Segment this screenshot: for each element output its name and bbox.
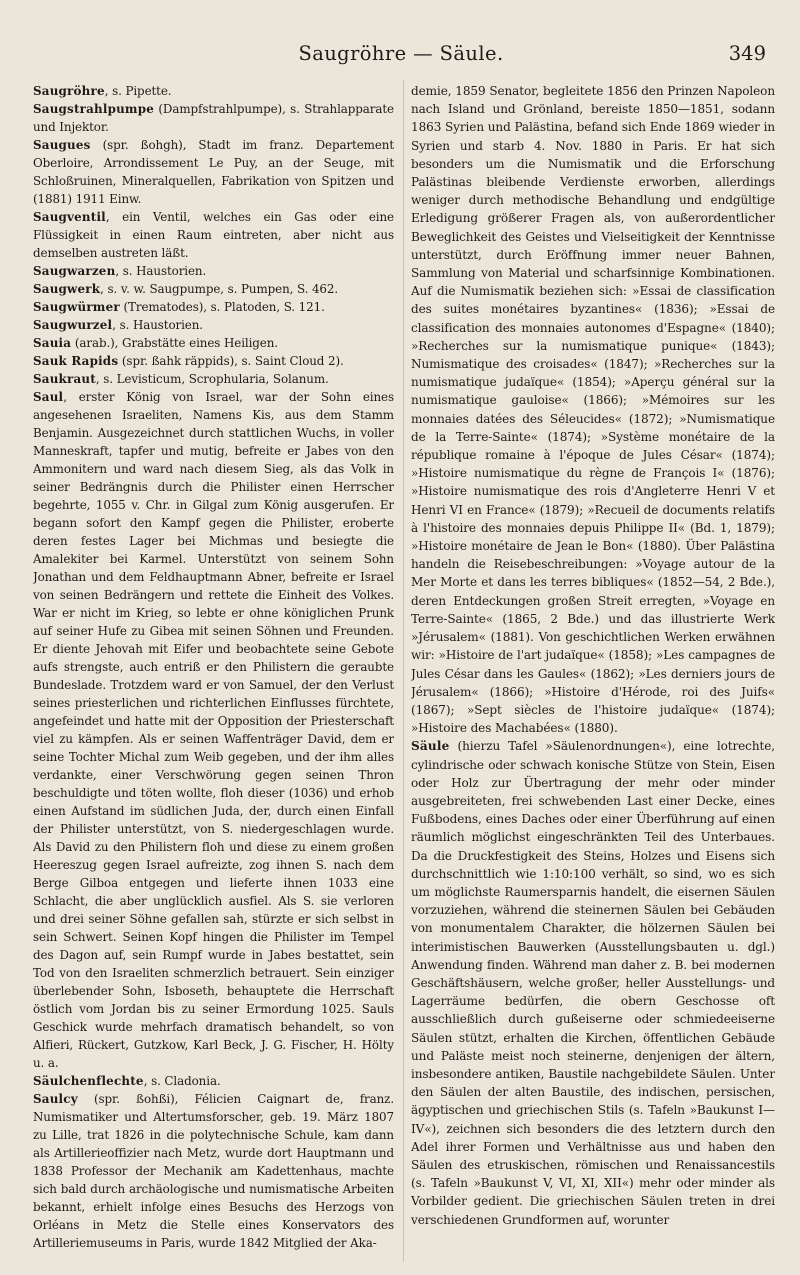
entry-headword: Saulcy <box>33 1092 78 1106</box>
dictionary-entry <box>33 388 394 1072</box>
entry-headword: Saugues <box>33 138 91 152</box>
entry-text: , s. Haustorien. <box>112 318 203 332</box>
entry-headword: Saugwarzen <box>33 264 116 278</box>
entry-headword: Saukraut <box>33 372 96 386</box>
running-head: Saugröhre — Säule. <box>298 42 504 65</box>
dictionary-entry <box>33 280 394 298</box>
entry-headword: Saugröhre <box>33 84 105 98</box>
entry-headword: Saugwurzel <box>33 318 113 332</box>
entry-text: , s. v. w. Saugpumpe, s. Pumpen, S. 462. <box>100 282 339 296</box>
entry-text: , ein Ventil, welches ein Gas oder eine Flüssigkeit in einen Raum eintreten, aber nicht aus demselben austreten läßt. <box>33 210 394 260</box>
entry-text: (spr. ßohgh), Stadt im franz. Departement Oberloire, Arrondissement Le Puy, an der Seuge, mit Schloßruinen, Mineralquellen, Fabrikation von Spitzen und (1881) 1911 Einw. <box>33 138 394 206</box>
dictionary-entry <box>33 208 394 262</box>
dictionary-entry <box>33 370 394 388</box>
entry-headword: Saugstrahlpumpe <box>33 102 154 116</box>
entry-text: (Trematodes), s. Platoden, S. 121. <box>119 300 325 314</box>
dictionary-entry <box>33 136 394 208</box>
entry-text: , erster König von Israel, war der Sohn eines angesehenen Israeliten, Namens Kis, aus dem Stamm Benjamin. Ausgezeichnet durch stattlichen Wuchs, in voller Manneskraft, tapfer und mutig, befreite er Jabes von den Ammonitern und ward nach diesem Sieg, als das Volk in seiner Bedrängnis durch die Philister einen Herrscher begehrte, 1055 v. Chr. in Gilgal zum König ausgerufen. Er begann sofort den Kampf gegen die Philister, eroberte deren festes Lager bei Michmas und besiegte die Amalekiter bei Karmel. Unterstützt von seinem Sohn Jonathan und dem Feldhauptmann Abner, befreite er Israel von seinen Bedrängern und rettete die Einheit des Volkes. War er nicht im Krieg, so lebte er ohne königlichen Prunk auf seiner Hufe zu Gibea mit seinen Söhnen und Freunden. Er diente Jehovah mit Eifer und beobachtete seine Gebote aufs strengste, auch entriß er den Philistern die geraubte Bundeslade. Trotzdem ward er von Samuel, der den Verlust seines priesterlichen und richterlichen Einflusses fürchtete, angefeindet und hatte mit der Opposition der Priesterschaft viel zu kämpfen. Als er seinen Waffenträger David, dem er seine Tochter Michal zum Weib gegeben, und der ihm alles verdankte, einer Verschwörung gegen seinen Thron beschuldigte und töten wollte, floh dieser (1036) und erhob einen Aufstand im südlichen Juda, der, durch einen Einfall der Philister unterstützt, von S. niedergeschlagen wurde. Als David zu den Philistern floh und diese zu einem großen Heereszug gegen Israel aufreizte, zog ihnen S. nach dem Berge Gilboa entgegen und lieferte ihnen 1033 eine Schlacht, die aber unglücklich ausfiel. Als S. sie verloren und drei seiner Söhne gefallen sah, stürzte er sich selbst in sein Schwert. Seinen Kopf hingen die Philister im Tempel des Dagon auf, sein Rumpf wurde in Jabes bestattet, sein Tod von den Israeliten schmerzlich betrauert. Sein einziger überlebender Sohn, Isboseth, behauptete die Herrschaft östlich vom Jordan bis zu seiner Ermordung 1025. Sauls Geschick wurde mehrfach dramatisch behandelt, so von Alfieri, Rückert, Gutzkow, Karl Beck, J. G. Fischer, H. Hölty u. a. <box>33 390 394 1070</box>
dictionary-entry <box>33 298 394 316</box>
dictionary-entry <box>33 100 394 136</box>
dictionary-entry <box>33 82 394 100</box>
entry-text: (Dampfstrahlpumpe), s. Strahlapparate und Injektor. <box>33 102 394 134</box>
page-header <box>32 40 770 74</box>
entry-headword: Sauk Rapids <box>33 354 119 368</box>
entry-text: , s. Pipette. <box>104 84 172 98</box>
entry-text: demie, 1859 Senator, begleitete 1856 den Prinzen Napoleon nach Island und Grönland, bereiste 1850—1851, sodann 1863 Syrien und Palästina, befand sich Ende 1869 wieder in Syrien und starb 4. Nov. 1880 in Paris. Er hat sich besonders um die Numismatik und die Erforschung Palästinas bleibende Verdienste erworben, allerdings weniger durch methodische Behandlung und endgültige Erledigung größerer Fragen als, von außerordentlicher Beweglichkeit des Geistes und Vielseitigkeit der Kenntnisse unterstützt, durch Eröffnung immer neuer Bahnen, Sammlung von Material und scharfsinnige Kombinationen. Auf die Numismatik beziehen sich: »Essai de classification des suites monétaires byzantines« (1836); »Essai de classification des monnaies autonomes d'Espagne« (1840); »Recherches sur la numismatique punique« (1843); Numismatique des croisades« (1847); »Recherches sur la numismatique judaïque« (1854); »Aperçu général sur la numismatique gauloise« (1866); »Mémoires sur les monnaies datées des Séleucides« (1872); »Numismatique de la Terre-Sainte« (1874); »Système monétaire de la république romaine à l'époque de Jules César« (1874); »Histoire numismatique du règne de François I« (1876); »Histoire numismatique des rois d'Angleterre Henri V et Henri VI en France« (1879); »Recueil de documents relatifs à l'histoire des monnaies depuis Philippe II« (Bd. 1, 1879); »Histoire monétaire de Jean le Bon« (1880). Über Palästina handeln die Reisebeschreibungen: »Voyage autour de la Mer Morte et dans les terres bibliques« (1852—54, 2 Bde.), deren Entdeckungen großen Streit erregten, »Voyage en Terre-Sainte« (1865, 2 Bde.) und das illustrierte Werk »Jérusalem« (1881). Von geschichtlichen Werken erwähnen wir: »Histoire de l'art judaïque« (1858); »Les campagnes de Jules César dans les Gaules« (1862); »Les derniers jours de Jérusalem« (1866); »Histoire d'Hérode, roi des Juifs« (1867); »Sept siècles de l'histoire judaïque« (1874); »Histoire des Machabées« (1880). <box>411 84 775 736</box>
dictionary-entry <box>33 262 394 280</box>
dictionary-entry <box>411 737 775 1228</box>
entry-text: (hierzu Tafel »Säulenordnungen«), eine lotrechte, cylindrische oder schwach konische Stütze von Stein, Eisen oder Holz zur Übertragung der mehr oder minder ausgebreiteten, frei schwebenden Last einer Decke, eines Fußbodens, eines Daches oder einer Überführung auf einen räumlich möglichst eingeschränkten Teil des Unterbaues. Da die Druckfestigkeit des Steins, Holzes und Eisens sich durchschnittlich wie 1:10:100 verhält, so sind, wo es sich um möglichste Raumersparnis handelt, die eisernen Säulen vorzuziehen, während die steinernen Säulen bei Gebäuden von monumentalem Charakter, die hölzernen Säulen bei interimistischen Bauwerken (Ausstellungsbauten u. dgl.) Anwendung finden. Während man daher z. B. bei modernen Geschäftshäusern, welche großer, heller Ausstellungs- und Lagerräume bedürfen, die obern Geschosse oft ausschließlich durch gußeiserne oder schmiedeeiserne Säulen stützt, erhalten die Kirchen, öffentlichen Gebäude und Paläste meist noch steinerne, denjenigen der ältern, insbesondere antiken, Baustile nachgebildete Säulen. Unter den Säulen der alten Baustile, des indischen, persischen, ägyptischen und griechischen Stils (s. Tafeln »Baukunst I—IV«), zeichnen sich besonders die des letztern durch den Adel ihrer Formen und Verhältnisse aus und haben den Säulen des etruskischen, römischen und Renaissancestils (s. Tafeln »Baukunst V, VI, XI, XII«) mehr oder minder als Vorbilder gedient. Die griechischen Säulen treten in drei verschiedenen Grundformen auf, worunter <box>411 739 775 1227</box>
entry-headword: Saugwürmer <box>33 300 120 314</box>
entry-headword: Sauia <box>33 336 72 350</box>
dictionary-entry <box>33 1090 394 1252</box>
entry-text: , s. Haustorien. <box>115 264 207 278</box>
page-number: 349 <box>728 42 766 65</box>
continued-entry <box>411 82 775 737</box>
entry-text: , s. Cladonia. <box>143 1074 221 1088</box>
left-column <box>33 82 394 1262</box>
entry-headword: Saugventil <box>33 210 106 224</box>
right-column <box>411 82 775 1262</box>
dictionary-entry <box>33 334 394 352</box>
entry-text: (spr. ßohßi), Félicien Caignart de, franz. Numismatiker und Altertumsforscher, geb. 19. März 1807 zu Lille, trat 1826 in die polytechnische Schule, kam dann als Artillerieoffizier nach Metz, wurde dort Hauptmann und 1838 Professor der Mechanik am Kadettenhaus, machte sich bald durch archäologische und numismatische Arbeiten bekannt, erhielt infolge eines Besuchs des Herzogs von Orléans in Metz die Stelle eines Konservators des Artilleriemuseums in Paris, wurde 1842 Mitglied der Aka- <box>33 1092 394 1250</box>
entry-text: (arab.), Grabstätte eines Heiligen. <box>71 336 278 350</box>
dictionary-entry <box>33 1072 394 1090</box>
entry-headword: Saul <box>33 390 64 404</box>
entry-text: (spr. ßahk räppids), s. Saint Cloud 2). <box>118 354 344 368</box>
entry-text: , s. Levisticum, Scrophularia, Solanum. <box>95 372 329 386</box>
entry-headword: Säulchenflechte <box>33 1074 144 1088</box>
entry-headword: Saugwerk <box>33 282 101 296</box>
dictionary-entry <box>33 316 394 334</box>
dictionary-entry <box>33 352 394 370</box>
column-divider <box>403 80 404 1262</box>
entry-headword: Säule <box>411 739 450 754</box>
